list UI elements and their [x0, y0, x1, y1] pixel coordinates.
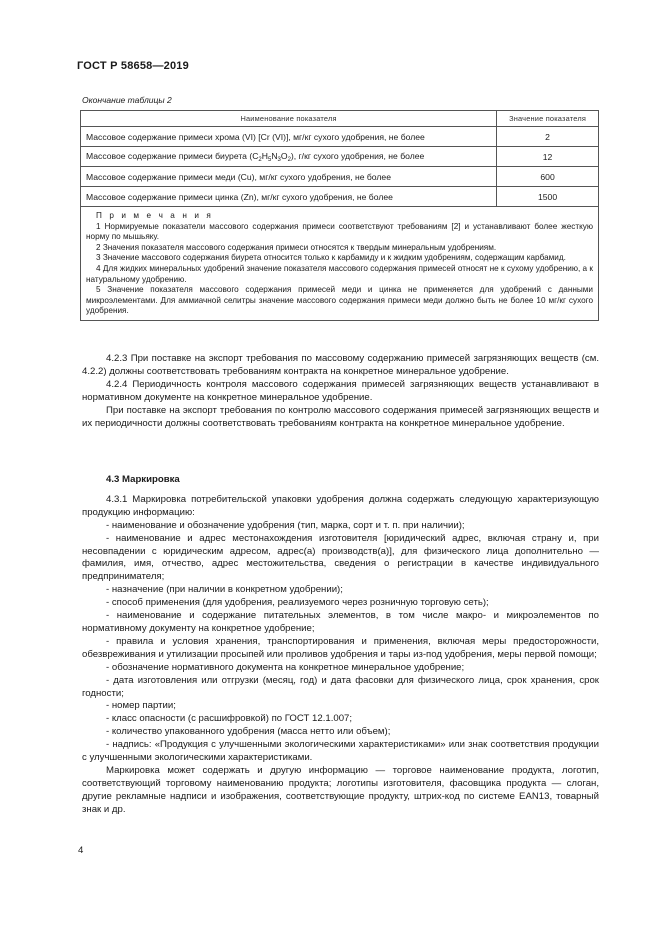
paragraph-marking-other: Маркировка может содержать и другую информацию — торговое наименование продукта, логотип, соответствующий торговому наименованию продукта; логотипы изготовителя, фасовщика продукта — слоган, другие рекламные надписи и изображения, соответствующие продукту, штрих-код по системе EAN13, товарный знак и др.	[82, 764, 599, 815]
body-text-block	[82, 353, 599, 430]
note-item: 2 Значения показателя массового содержания примеси относятся к твердым минеральным удобрениям.	[96, 242, 497, 252]
table-caption: Окончание таблицы 2	[82, 95, 172, 105]
row-value: 1500	[497, 187, 599, 207]
column-header-value: Значение показателя	[497, 111, 599, 127]
notes-title: П р и м е ч а н и я	[96, 211, 214, 220]
row-name: Массовое содержание примеси меди (Cu), мг/кг сухого удобрения, не более	[81, 167, 497, 187]
row-name: Массовое содержание примеси цинка (Zn), мг/кг сухого удобрения, не более	[81, 187, 497, 207]
column-header-name: Наименование показателя	[81, 111, 497, 127]
row-value: 12	[497, 147, 599, 167]
table-notes	[81, 207, 599, 321]
list-item: - обозначение нормативного документа на конкретное минеральное удобрение;	[106, 661, 465, 673]
document-header: ГОСТ Р 58658—2019	[77, 60, 189, 72]
list-item: - надпись: «Продукция с улучшенными экологическими характеристиками» или знак соответствия продукции с улучшенными экологическими характеристиками.	[82, 739, 599, 764]
section-title-4-3: 4.3 Маркировка	[106, 474, 180, 485]
list-item: - номер партии;	[106, 700, 176, 712]
list-item: - назначение (при наличии в конкретном удобрении);	[106, 584, 343, 596]
list-item: - количество упакованного удобрения (масса нетто или объем);	[106, 726, 391, 738]
note-item: 5 Значение показателя массового содержания примесей меди и цинка не применяется для удобрений с данными микроэлементами. Для аммиачной селитры значение массового содержания примеси меди должно быть не более 10 мг/кг сухого удобрения.	[86, 285, 593, 316]
table-row	[81, 187, 599, 207]
list-item: - дата изготовления или отгрузки (месяц, год) и дата фасовки для физического лица, срок хранения, срок годности;	[82, 674, 599, 699]
row-name: Массовое содержание примеси биурета $(C_2H_5N_3O_2)$, г/кг сухого удобрения, не более	[81, 147, 497, 167]
table-notes-row	[81, 207, 599, 321]
paragraph-4-2-4: 4.2.4 Периодичность контроля массового содержания примесей загрязняющих веществ устанавливают в нормативном документе на конкретное минеральное удобрение.	[82, 378, 599, 403]
marking-section	[82, 474, 599, 817]
table-row	[81, 127, 599, 147]
list-item: - наименование и содержание питательных элементов, в том числе макро- и микроэлементов по нормативному документу на конкретное удобрение;	[82, 610, 599, 634]
list-item: - правила и условия хранения, транспортирования и применения, включая меры предосторожности, обезвреживания и утилизации просыпей или проливов удобрения и тары из-под удобрения, меры первой помощи;	[82, 635, 599, 660]
row-value: 2	[497, 127, 599, 147]
paragraph-4-3-1: 4.3.1 Маркировка потребительской упаковки удобрения должна содержать следующую характеризующую продукцию информацию:	[82, 493, 599, 518]
note-item: 4 Для жидких минеральных удобрений значение показателя массового содержания примесей относят не к сухому удобрению, а к натуральному удобрению.	[86, 263, 593, 284]
paragraph-4-2-4-export: При поставке на экспорт требования по контролю массового содержания примесей загрязняющих веществ и их периодичности должны соответствовать требованиям контракта на конкретное минеральное удобрение.	[82, 404, 599, 429]
list-item: - наименование и адрес местонахождения изготовителя [юридический адрес, включая страну и, при несовпадении с юридическим адресом, адрес(а) производств(а)], для физического лица дополнительно — фамилия, имя, отчество, адрес местожительства, сведения о регистрации в качестве индивидуального предпринимателя;	[82, 532, 599, 583]
list-item: - способ применения (для удобрения, реализуемого через розничную торговую сеть);	[106, 597, 489, 609]
note-item: 3 Значение массового содержания биурета относится только к карбамиду и к жидким удобрениям, содержащим карбамид.	[96, 253, 566, 263]
indicators-table	[80, 110, 599, 321]
table-header-row	[81, 111, 599, 127]
row-name: Массовое содержание примеси хрома (VI) [Cr (VI)], мг/кг сухого удобрения, не более	[81, 127, 497, 147]
table-row	[81, 147, 599, 167]
paragraph-4-2-3: 4.2.3 При поставке на экспорт требования по массовому содержанию примесей загрязняющих веществ (см. 4.2.2) должны соответствовать требованиям контракта на конкретное минеральное удобрение.	[82, 353, 599, 377]
table-row	[81, 167, 599, 187]
note-item: 1 Нормируемые показатели массового содержания примеси соответствуют требованиям [2] и устанавливают более жесткую норму по мышьяку.	[86, 221, 593, 242]
list-item: - класс опасности (с расшифровкой) по ГОСТ 12.1.007;	[106, 713, 353, 725]
list-item: - наименование и обозначение удобрения (тип, марка, сорт и т. п. при наличии);	[106, 519, 465, 531]
page-number: 4	[78, 845, 84, 856]
row-value: 600	[497, 167, 599, 187]
